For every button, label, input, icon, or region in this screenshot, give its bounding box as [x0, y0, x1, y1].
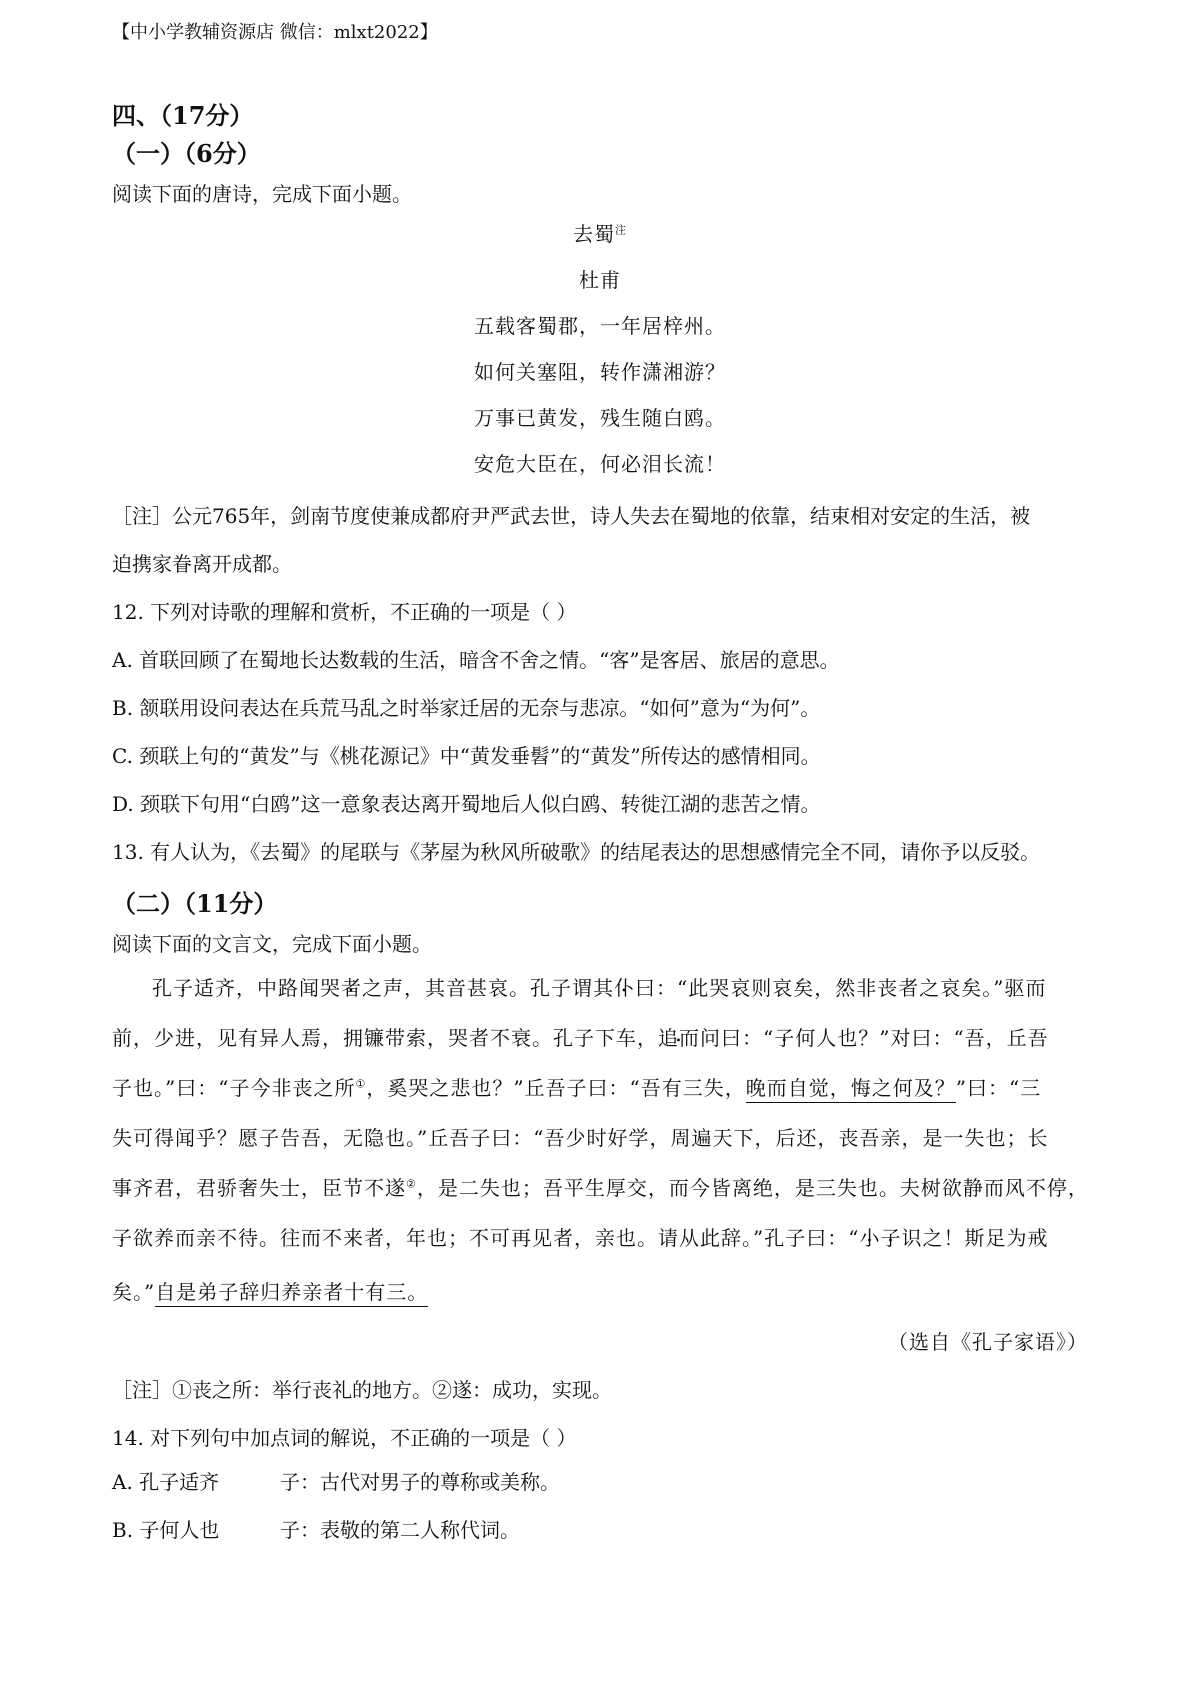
passage-line [112, 1022, 1049, 1051]
poem-title [0, 218, 1200, 247]
question-12-option-a: A. 首联回顾了在蜀地长达数载的生活，暗含不舍之情。“客”是客居、旅居的意思。 [112, 648, 840, 672]
part-two-instruction: 阅读下面的文言文，完成下面小题。 [112, 932, 432, 956]
passage-line [112, 1222, 1048, 1251]
poem-title-text: 去蜀 [573, 222, 615, 246]
text: 欲养而亲不待。往而不来者，年也；不可再见者，亲也。请从此辞。”孔子曰：“ [133, 1226, 860, 1250]
question-12-option-c: C. 颈联上句的“黄发”与《桃花源记》中“黄发垂髫”的“黄发”所传达的感情相同。 [112, 744, 821, 768]
text: 问曰：“ [700, 1026, 775, 1050]
question-14-option-b-explanation: 子：表敬的第二人称代词。 [280, 1518, 520, 1542]
question-14-stem: 14. 对下列句中加点词的解说，不正确的一项是（ ） [112, 1426, 577, 1450]
text: 矣。” [112, 1280, 156, 1304]
dotted-word: 仆 • [614, 976, 635, 1000]
passage-line [112, 1172, 1089, 1201]
dotted-word: 子 • [112, 1226, 133, 1250]
text: 曰：“此哭哀则哀矣， [635, 976, 836, 1000]
question-12-option-b: B. 颔联用设问表达在兵荒马乱之时举家迁居的无奈与悲凉。“如何”意为“为何”。 [112, 696, 821, 720]
text: 识之！斯足为戒 [901, 1226, 1049, 1250]
text: ”曰：“三 [955, 1076, 1042, 1100]
question-12-stem: 12. 下列对诗歌的理解和赏析，不正确的一项是（ ） [112, 600, 577, 624]
part-two-title: （二）（11分） [112, 889, 278, 918]
dotted-word: 子 • [173, 976, 194, 1000]
option-label: B. [112, 1518, 140, 1542]
text: 非丧者之哀矣。”驱而 [856, 976, 1047, 1000]
text: 之声，其音甚哀。孔子谓其 [362, 976, 614, 1000]
dotted-word: 子 • [139, 1518, 159, 1542]
passage-source: （选自《孔子家语》） [888, 1330, 1088, 1354]
section-title: 四、（17分） [112, 101, 254, 130]
poem-line: 万事已黄发，残生随白鸥。 [474, 406, 726, 430]
text: 何人也？”对曰：“吾，丘吾 [795, 1026, 1049, 1050]
passage-line [112, 1072, 1041, 1101]
question-14-option-a [112, 1466, 219, 1495]
dotted-word: 子 • [880, 1226, 901, 1250]
part-one-instruction: 阅读下面的唐诗，完成下面小题。 [112, 182, 412, 206]
dotted-word: 者 • [341, 976, 362, 1000]
text: ，奚哭之悲也？”丘吾子曰：“吾有三失， [366, 1076, 746, 1100]
dotted-word: 追而 • [658, 1026, 700, 1050]
poem-note-cont: 迫携家眷离开成都。 [112, 552, 292, 576]
dotted-word: 小 • [859, 1226, 880, 1250]
passage-line: 失可得闻乎？愿子告吾，无隐也。”丘吾子曰：“吾少时好学，周遍天下，后还，丧吾亲，是一失也；长 [112, 1126, 1049, 1150]
text: 孔 [152, 976, 173, 1000]
text: 孔 [139, 1470, 160, 1494]
text: 事齐君，君骄奢失士，臣节不遂 [112, 1176, 406, 1200]
text: 适齐 [179, 1470, 220, 1494]
text: 何人也 [159, 1518, 220, 1542]
text: 适齐，中路闻哭 [194, 976, 341, 1000]
poem-author: 杜甫 [579, 268, 621, 292]
page-header: 【中小学教辅资源店 微信：mlxt2022】 [112, 22, 438, 43]
text: 子也。”曰：“子今非丧之所 [112, 1076, 356, 1100]
text: 前，少进，见有异人焉，拥镰带索，哭者不衰。孔子下车， [112, 1026, 658, 1050]
passage-line [112, 1276, 428, 1305]
poem-note: ［注］公元765年，剑南节度使兼成都府尹严武去世，诗人失去在蜀地的依靠，结束相对安定的生活，被 [112, 504, 1031, 528]
question-14-option-a-explanation: 子：古代对男子的尊称或美称。 [280, 1470, 560, 1494]
poem-line: 如何关塞阻，转作潇湘游？ [474, 360, 726, 384]
question-12-option-d: D. 颈联下句用“白鸥”这一意象表达离开蜀地后人似白鸥、转徙江湖的悲苦之情。 [112, 792, 821, 816]
question-14-option-b [112, 1514, 219, 1543]
dotted-word: 然 • [835, 976, 856, 1000]
underlined-sentence: 自是弟子辞归养亲者十有三。 [155, 1280, 428, 1307]
poem-line: 安危大臣在，何必泪长流！ [474, 452, 726, 476]
passage-line [152, 972, 1046, 1001]
question-13: 13. 有人认为，《去蜀》的尾联与《茅屋为秋风所破歌》的结尾表达的思想感情完全不同，请你予以反驳。 [112, 840, 1041, 864]
option-label: A. [112, 1470, 140, 1494]
poem-note-mark: 注 [615, 223, 627, 237]
underlined-sentence: 晚而自觉，悔之何及？ [746, 1076, 956, 1103]
text: ，是二失也；吾平生厚交，而今皆离绝，是三失也。夫树欲静而风不停， [416, 1176, 1089, 1200]
note-mark: ① [355, 1077, 367, 1091]
note-mark: ② [406, 1177, 417, 1191]
passage-note: ［注］①丧之所：举行丧礼的地方。②遂：成功，实现。 [112, 1378, 612, 1402]
poem-line: 五载客蜀郡，一年居梓州。 [474, 314, 726, 338]
dotted-word: 子 • [159, 1470, 179, 1494]
part-one-title: （一）（6分） [112, 139, 261, 168]
dotted-word: 子 • [774, 1026, 795, 1050]
